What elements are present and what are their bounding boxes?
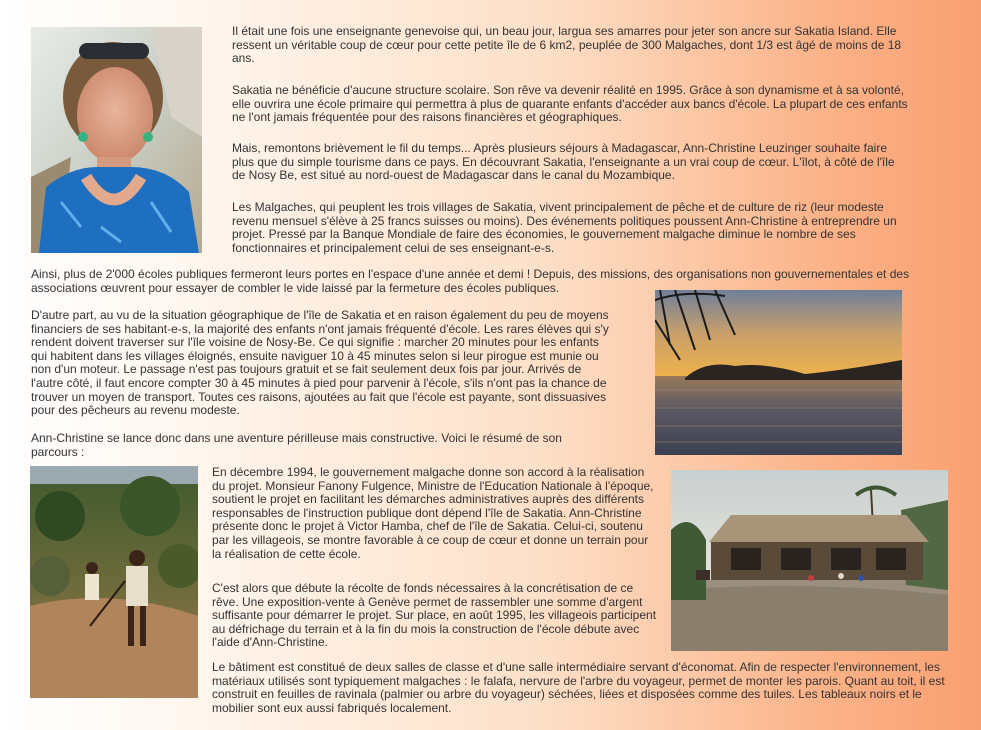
portrait-photo (31, 27, 202, 253)
paragraph-adventure: Ann-Christine se lance donc dans une aventure périlleuse mais constructive. Voici le résumé de son parcours : (31, 431, 562, 459)
paragraph-building: Le bâtiment est constitué de deux salles de classe et d'une salle intermédiaire servant d'économat. Afin de respecter l'environnement, les matériaux utilisés sont typiquement malgaches : le falafa, nervure de l'arbre du voyageur, permet de monter les parois. Quant au toit, il est construit en feuilles de ravinala (palmier ou arbre du voyageur) séchées, liées et disposées comme des tuiles. Les tableaux noirs et le mobilier sont eux aussi fabriqués localement. (212, 660, 945, 715)
sunset-island-photo (655, 290, 902, 455)
paragraph-schools-closing: Ainsi, plus de 2'000 écoles publiques fermeront leurs portes en l'espace d'une année et demi ! Depuis, des missions, des organisations non gouvernementales et des associations œuvrent pour essayer de combler le vide laissé par la fermeture des écoles publiques. (31, 267, 910, 295)
paragraph-malagasy: Les Malgaches, qui peuplent les trois villages de Sakatia, vivent principalement de pêche et de culture de riz (leur modeste revenu mensuel s'élève à 25 francs suisses ou moins). Des événements politiques poussent Ann-Christine à entreprendre un projet. Pressé par la Banque Mondiale de faire des économies, le gouvernement malgache diminue le nombre de ses fonctionnaires et principalement celui de ses enseignant-e-s. (232, 200, 897, 255)
school-building-photo (671, 470, 948, 651)
paragraph-december-1994: En décembre 1994, le gouvernement malgache donne son accord à la réalisation du projet. Monsieur Fanony Fulgence, Ministre de l'Education Nationale à l'époque, soutient le projet en facilitant les démarches administratives auprès des différents responsables de l'instruction publique dont dépend l'île de Sakatia. Ann-Christine présente donc le projet à Victor Hamba, chef de l'île de Sakatia. Celui-ci, soutenu par les villageois, se montre favorable à ce coup de cœur et donne un terrain pour la réalisation de cette école. (212, 465, 654, 561)
children-path-photo (30, 466, 198, 698)
paragraph-geography: D'autre part, au vu de la situation géographique de l'île de Sakatia et en raison également du peu de moyens financiers de ses habitant-e-s, la majorité des enfants n'ont jamais fréquenté d'école. Les rares élèves qui s'y rendent doivent traverser sur l'île voisine de Nosy-Be. Ce qui signifie : marcher 20 minutes pour les enfants qui habitent dans les villages éloignés, ensuite naviguer 10 à 45 minutes selon si leur pirogue est munie ou non d'un moteur. Le passage n'est pas toujours gratuit et se fait seulement deux fois par jour. Arrivés de l'autre côté, il faut encore compter 30 à 45 minutes à pied pour parvenir à l'école, s'ils n'ont pas la chance de trouver un moyen de transport. Toutes ces raisons, ajoutées au fait que l'école est payante, sont dissuasives pour des pêcheurs au revenu modeste. (31, 308, 609, 418)
paragraph-fundraising: C'est alors que débute la récolte de fonds nécessaires à la concrétisation de ce rêve. Une exposition-vente à Genève permet de rassembler une somme d'argent suffisante pour démarrer le projet. Sur place, en août 1995, les villageois participent au défrichage du terrain et à la fin du mois la construction de l'école débute avec l'aide d'Ann-Christine. (212, 581, 657, 650)
intro-paragraph: Il était une fois une enseignante genevoise qui, un beau jour, largua ses amarres pour jeter son ancre sur Sakatia Island. Elle ressent un véritable coup de cœur pour cette petite île de 6 km2, peuplée de 300 Malgaches, dont 1/3 est âgé de moins de 18 ans. (232, 24, 902, 66)
paragraph-history: Mais, remontons brièvement le fil du temps... Après plusieurs séjours à Madagascar, Ann-Christine Leuzinger souhaite faire plus que du simple tourisme dans ce pays. En découvrant Sakatia, l'enseignante a un vrai coup de cœur. L'îlot, à côté de l'île de Nosy Be, est situé au nord-ouest de Madagascar dans le canal du Mozambique. (232, 141, 895, 183)
paragraph-school-dream: Sakatia ne bénéficie d'aucune structure scolaire. Son rêve va devenir réalité en 1995. Grâce à son dynamisme et à sa volonté, elle ouvrira une école primaire qui permettra à plus de quarante enfants d'accéder aux bancs d'école. La plupart de ces enfants ne l'ont jamais fréquentée pour des raisons financières et géographiques. (232, 83, 908, 125)
